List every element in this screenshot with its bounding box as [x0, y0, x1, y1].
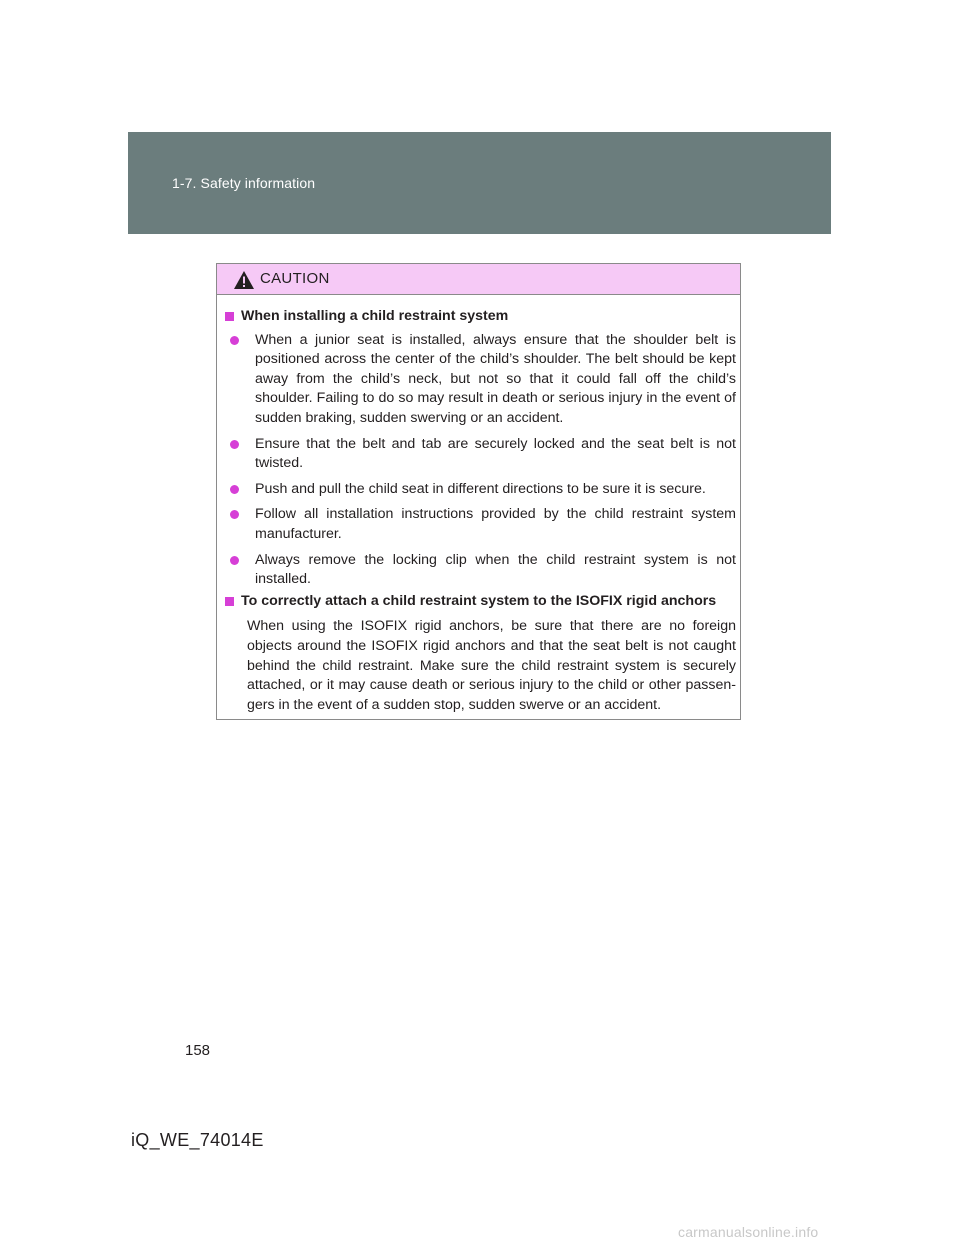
- list-item: [229, 331, 736, 429]
- list-item-text: Always remove the locking clip when the child restraint system is not installed.: [255, 551, 736, 588]
- list-item: [229, 435, 736, 474]
- section-heading-text: To correctly attach a child restraint system to the ISOFIX rigid anchors: [241, 592, 717, 609]
- list-item-text: Follow all installation instructions provided by the child restraint system manufacturer.: [255, 506, 736, 542]
- list-item: [229, 551, 736, 590]
- square-bullet-icon: [225, 597, 234, 606]
- list-item: [229, 505, 736, 544]
- caution-box: [216, 263, 741, 720]
- section-heading-text: When installing a child restraint system: [241, 308, 509, 324]
- section-heading: [223, 307, 736, 327]
- caution-header: [217, 264, 740, 295]
- list-item-text: When a junior seat is installed, always ensure that the shoulder belt is positioned across the center of the child’s shoulder. The belt should be kept away from the child’s neck, but not so that it could fall off the child’s shoulder. Failing to do so may result in death or serious injury in the event of sudden braking, sudden swerving or an accident.: [255, 331, 736, 426]
- list-item-text: Push and pull the child seat in different directions to be sure it is secure.: [255, 480, 706, 497]
- warning-triangle-icon: [233, 270, 255, 290]
- list-item-text: Ensure that the belt and tab are securely locked and the seat belt is not twisted.: [255, 435, 736, 472]
- square-bullet-icon: [225, 312, 234, 321]
- list-item: [229, 480, 736, 500]
- section-paragraph: When using the ISOFIX rigid anchors, be sure that there are no foreign objects around the ISOFIX rigid anchors and that the seat belt is not caught behind the child restraint. Make sure the child restraint system is securely attached, or it may cause death or serious injury to the child or other passen-gers in the event of a sudden stop, sudden swerve or an accident.: [247, 618, 736, 713]
- caution-body: [217, 295, 740, 715]
- section-heading: [223, 592, 736, 612]
- watermark: carmanualsonline.info: [678, 1224, 819, 1240]
- section-title: 1-7. Safety information: [172, 175, 316, 191]
- page-number: 158: [185, 1042, 211, 1059]
- section-header-band: [128, 132, 831, 234]
- caution-label: CAUTION: [260, 270, 330, 287]
- round-bullet-icon: [230, 510, 239, 519]
- round-bullet-icon: [230, 485, 239, 494]
- document-code: iQ_WE_74014E: [131, 1130, 264, 1150]
- round-bullet-icon: [230, 440, 239, 449]
- round-bullet-icon: [230, 336, 239, 345]
- round-bullet-icon: [230, 556, 239, 565]
